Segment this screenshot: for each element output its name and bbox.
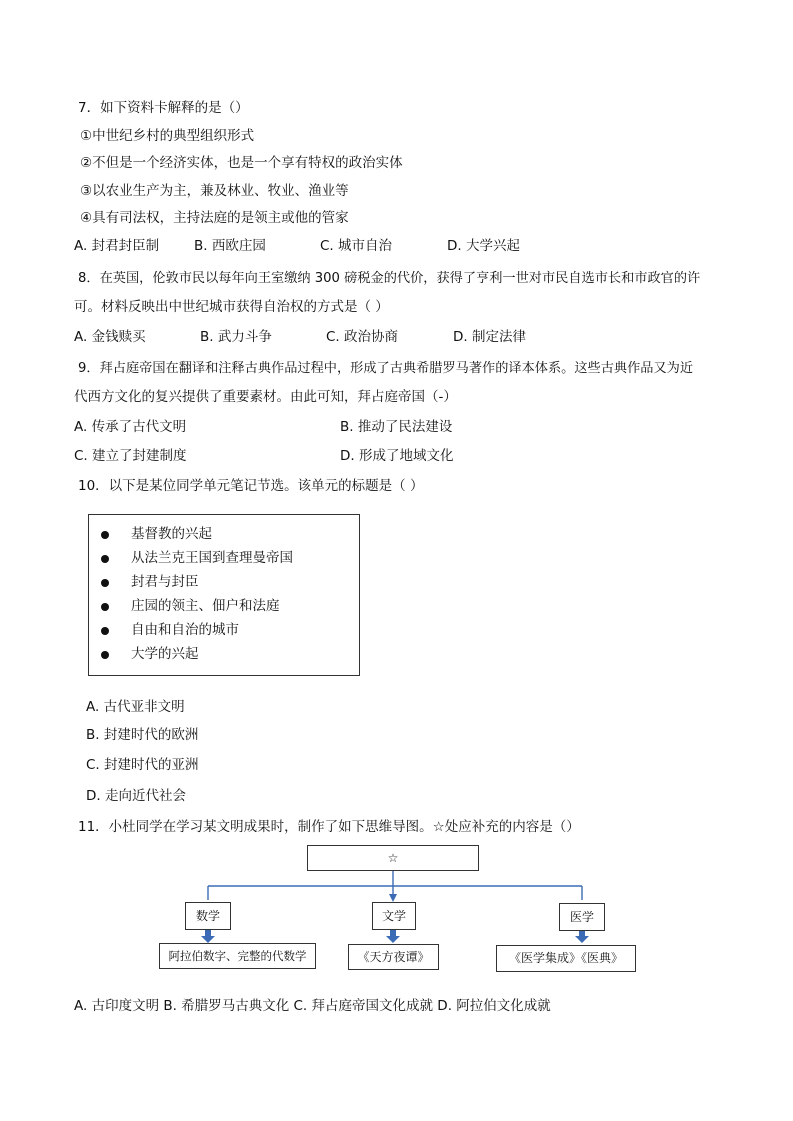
q9-option-a: A. 传承了古代文明 (74, 419, 187, 435)
q10-option-d: D. 走向近代社会 (86, 788, 186, 804)
q10-option-a: A. 古代亚非文明 (86, 699, 185, 715)
note-item: 自由和自治的城市 (101, 619, 239, 641)
content-literature: 《天方夜谭》 (348, 944, 439, 970)
q8-option-d: D. 制定法律 (453, 329, 526, 345)
q9-stem-line2: 代西方文化的复兴提供了重要素材。由此可知，拜占庭帝国（-） (74, 389, 457, 405)
note-item: 封君与封臣 (101, 571, 199, 593)
note-item: 大学的兴起 (101, 643, 199, 665)
q11-options: A. 古印度文明 B. 希腊罗马古典文化 C. 拜占庭帝国文化成就 D. 阿拉伯文化成就 (74, 998, 551, 1014)
content-medicine: 《医学集成》《医典》 (496, 945, 636, 972)
q8-option-a: A. 金钱赎买 (74, 329, 146, 345)
star-icon: ☆ (387, 851, 399, 865)
q8-stem-line2: 可。材料反映出中世纪城市获得自治权的方式是（ ） (74, 299, 389, 315)
note-item: 庄园的领主、佃户和法庭 (101, 595, 280, 617)
q9-option-c: C. 建立了封建制度 (74, 448, 187, 464)
q11-stem: 11．小杜同学在学习某文明成果时，制作了如下思维导图。☆处应补充的内容是（） (78, 819, 580, 835)
q9-stem-line1: 9．拜占庭帝国在翻译和注释古典作品过程中，形成了古典希腊罗马著作的译本体系。这些古典作品又为近 (78, 361, 694, 376)
branch-math: 数学 (185, 902, 231, 930)
branch-literature: 文学 (372, 902, 416, 930)
arrow-down-icon (386, 936, 400, 943)
mind-map-root (307, 845, 479, 871)
q8-option-c: C. 政治协商 (326, 329, 399, 345)
q7-item-4: ④具有司法权，主持法庭的是领主或他的管家 (80, 210, 349, 226)
note-item: 基督教的兴起 (101, 523, 212, 545)
q8-option-b: B. 武力斗争 (200, 329, 272, 345)
q9-option-d: D. 形成了地域文化 (340, 448, 454, 464)
arrow-down-icon (575, 936, 589, 943)
arrow-down-icon (201, 936, 215, 943)
q10-option-c: C. 封建时代的亚洲 (86, 757, 199, 773)
q7-item-2: ②不但是一个经济实体，也是一个享有特权的政治实体 (80, 155, 403, 171)
q8-stem-line1: 8．在英国，伦敦市民以每年向王室缴纳 300 磅税金的代价，获得了亨利一世对市民自选市长和市政官的许 (78, 271, 701, 286)
content-math: 阿拉伯数字、完整的代数学 (159, 943, 316, 969)
q9-option-b: B. 推动了民法建设 (340, 419, 453, 435)
q7-stem: 7．如下资料卡解释的是（） (78, 100, 249, 116)
branch-medicine: 医学 (559, 903, 605, 931)
q7-option-a: A. 封君封臣制 (74, 238, 160, 254)
q10-option-b: B. 封建时代的欧洲 (86, 727, 199, 743)
q7-option-c: C. 城市自治 (320, 238, 393, 254)
q7-option-b: B. 西欧庄园 (194, 238, 266, 254)
arrow-down-icon (389, 894, 397, 902)
q7-option-d: D. 大学兴起 (447, 238, 520, 254)
note-item: 从法兰克王国到查理曼帝国 (101, 547, 293, 569)
q7-item-1: ①中世纪乡村的典型组织形式 (80, 128, 255, 144)
q7-item-3: ③以农业生产为主，兼及林业、牧业、渔业等 (80, 183, 349, 199)
q10-stem: 10．以下是某位同学单元笔记节选。该单元的标题是（ ） (78, 478, 424, 494)
